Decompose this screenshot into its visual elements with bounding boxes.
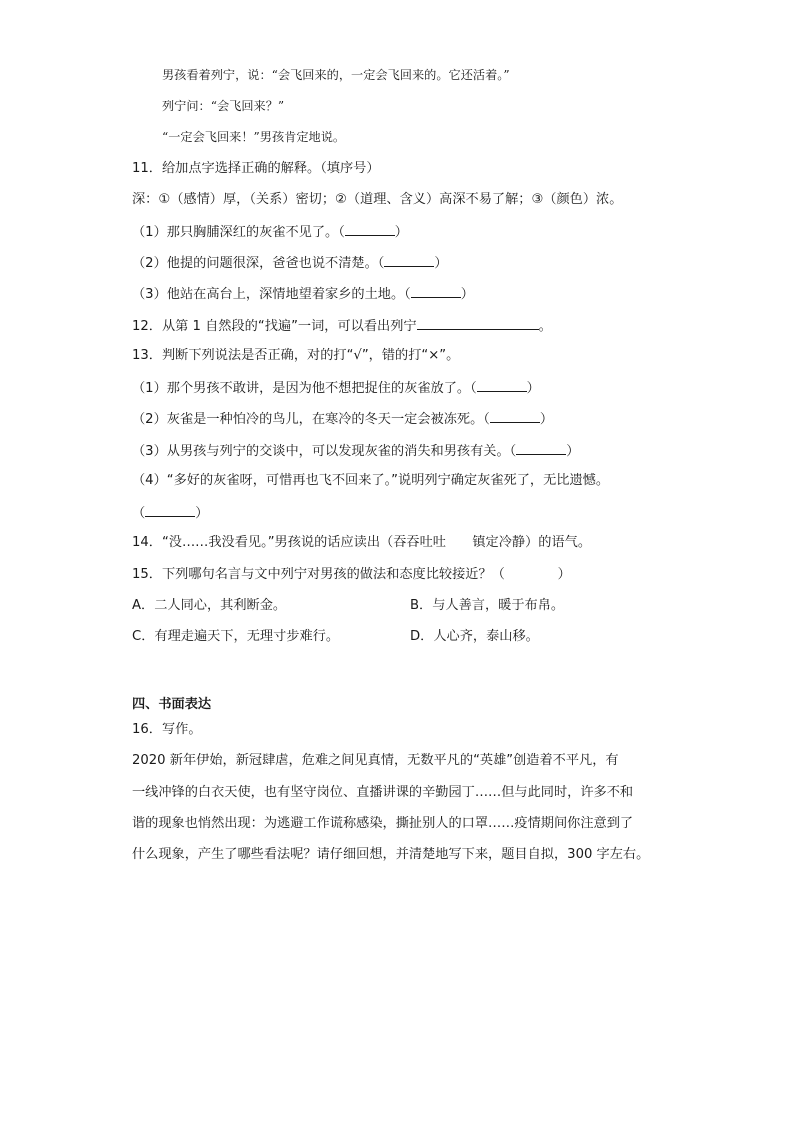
q11-item-3-text: （3）他站在高台上，深情地望着家乡的土地。（	[132, 287, 411, 302]
q11-item-1-close: ）	[394, 225, 408, 240]
q11-options: 深：①（感情）厚，（关系）密切；②（道理、含义）高深不易了解；③（颜色）浓。	[132, 192, 623, 207]
q15-option-d[interactable]: D．人心齐，泰山移。	[410, 629, 539, 644]
answer-blank[interactable]	[384, 252, 434, 267]
q13-item-1-text: （1）那个男孩不敢讲，是因为他不想把捉住的灰雀放了。（	[132, 381, 477, 396]
q15-option-c[interactable]: C．有理走遍天下，无理寸步难行。	[132, 629, 340, 644]
q11-item-3	[132, 283, 474, 305]
answer-blank[interactable]	[345, 221, 395, 236]
q13-item-4-close: ）	[195, 506, 209, 521]
q11-item-3-close: ）	[460, 287, 474, 302]
q11-item-1	[132, 221, 408, 243]
writing-prompt-line-2: 一线冲锋的白衣天使，也有坚守岗位、直播讲课的辛勤园丁……但与此同时，许多不和	[132, 785, 634, 800]
story-line-2: 列宁问：“会飞回来？”	[162, 99, 285, 113]
q13-item-1-close: ）	[526, 381, 540, 396]
answer-blank[interactable]	[490, 408, 540, 423]
q13-item-2	[132, 408, 553, 430]
q12	[132, 315, 552, 337]
answer-blank[interactable]	[417, 315, 539, 330]
q14: 14．“没……我没看见。”男孩说的话应读出（吞吞吐吐 镇定冷静）的语气。	[132, 535, 592, 550]
q15-option-b[interactable]: B．与人善言，暖于布帛。	[410, 598, 565, 613]
q15-stem: 15．下列哪句名言与文中列宁对男孩的做法和态度比较接近？（ ）	[132, 567, 571, 582]
writing-prompt-line-1: 2020 新年伊始，新冠肆虐，危难之间见真情，无数平凡的“英雄”创造着不平凡，有	[132, 753, 619, 768]
q13-item-3-close: ）	[566, 444, 580, 459]
q11-item-2	[132, 252, 448, 274]
q13-item-2-text: （2）灰雀是一种怕冷的鸟儿，在寒冷的冬天一定会被冻死。（	[132, 412, 490, 427]
q13-item-4: （4）“多好的灰雀呀，可惜再也飞不回来了。”说明列宁确定灰雀死了，无比遗憾。	[132, 473, 610, 488]
q15-option-a[interactable]: A．二人同心，其利断金。	[132, 598, 287, 613]
q11-stem: 11．给加点字选择正确的解释。（填序号）	[132, 161, 380, 176]
q11-item-2-close: ）	[434, 256, 448, 271]
answer-blank[interactable]	[516, 440, 566, 455]
q13-item-3	[132, 440, 579, 462]
answer-blank[interactable]	[477, 377, 527, 392]
q16-stem: 16．写作。	[132, 722, 202, 737]
q11-item-2-text: （2）他提的问题很深，爸爸也说不清楚。（	[132, 256, 385, 271]
q12-text: 12．从第 1 自然段的“找遍”一词，可以看出列宁	[132, 319, 417, 334]
writing-prompt-line-3: 谐的现象也悄然出现：为逃避工作谎称感染，撕扯别人的口罩……疫情期间你注意到了	[132, 816, 634, 831]
q11-item-1-text: （1）那只胸脯深红的灰雀不见了。（	[132, 225, 345, 240]
q13-stem: 13．判断下列说法是否正确，对的打“√”，错的打“×”。	[132, 348, 460, 363]
q13-item-3-text: （3）从男孩与列宁的交谈中，可以发现灰雀的消失和男孩有关。（	[132, 444, 517, 459]
q13-item-1	[132, 377, 540, 399]
answer-blank[interactable]	[145, 502, 195, 517]
q13-item-2-close: ）	[539, 412, 554, 427]
story-line-3: “一定会飞回来！”男孩肯定地说。	[162, 130, 346, 144]
q13-item-4-answer	[132, 502, 208, 524]
section-heading: 四、书面表达	[132, 697, 212, 712]
q12-period: 。	[538, 319, 552, 334]
writing-prompt-line-4: 什么现象，产生了哪些看法呢？请仔细回想，并清楚地写下来，题目自拟，300 字左右。	[132, 847, 650, 862]
story-line-1: 男孩看着列宁，说：“会飞回来的，一定会飞回来的。它还活着。”	[162, 68, 510, 82]
answer-blank[interactable]	[411, 283, 461, 298]
q13-item-4-open: （	[132, 506, 146, 521]
